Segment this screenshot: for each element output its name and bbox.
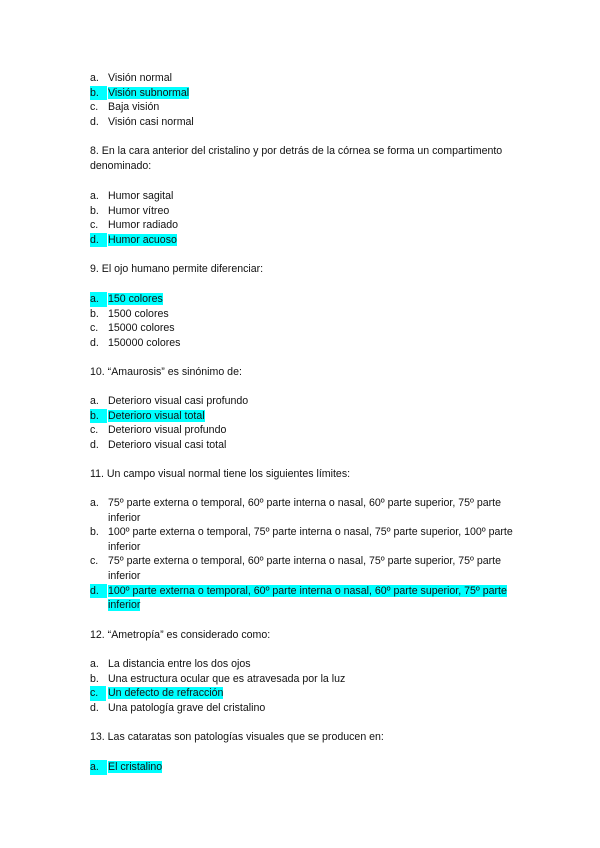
- options-list-q11: [90, 496, 530, 613]
- option-d: d. Deterioro visual casi total: [90, 438, 227, 451]
- option-a: a. El cristalino: [90, 761, 163, 773]
- question-9: 9. El ojo humano permite diferenciar:: [90, 263, 264, 275]
- option-a: a. Humor sagital: [90, 190, 174, 202]
- options-list-q7: [90, 71, 530, 129]
- option-d: d. 150000 colores: [90, 336, 181, 349]
- question-10: 10. “Amaurosis” es sinónimo de:: [90, 366, 242, 378]
- options-list-q8: [90, 189, 530, 247]
- question-11: 11. Un campo visual normal tiene los siguientes límites:: [90, 468, 351, 480]
- option-b: b. 100º parte externa o temporal, 75º parte interna o nasal, 75º parte superior, 100º parte inferior: [90, 526, 513, 553]
- option-c: c. Deterioro visual profundo: [90, 424, 227, 437]
- option-c: c. Un defecto de refracción: [90, 687, 224, 700]
- options-list-q10: [90, 394, 530, 452]
- question-8: 8. En la cara anterior del cristalino y por detrás de la córnea se forma un compartimento denominado:: [90, 145, 503, 172]
- option-d: d. Una patología grave del cristalino: [90, 701, 266, 714]
- option-c: c. 15000 colores: [90, 322, 175, 335]
- options-list-q13: [90, 760, 530, 775]
- option-a: a. La distancia entre los dos ojos: [90, 658, 251, 670]
- option-a: a. Visión normal: [90, 72, 172, 84]
- options-list-q9: [90, 292, 530, 350]
- option-a: a. 75º parte externa o temporal, 60º parte interna o nasal, 60º parte superior, 75º parte inferior: [90, 497, 501, 524]
- option-d: d. 100º parte externa o temporal, 60º parte interna o nasal, 60º parte superior, 75º parte inferior: [90, 584, 507, 612]
- option-b: b. Deterioro visual total: [90, 409, 205, 422]
- option-b: b. Una estructura ocular que es atravesada por la luz: [90, 672, 346, 685]
- option-d: d. Humor acuoso: [90, 233, 177, 246]
- option-b: b. Visión subnormal: [90, 86, 190, 99]
- option-b: b. 1500 colores: [90, 307, 169, 320]
- option-c: c. 75º parte externa o temporal, 60º parte interna o nasal, 75º parte superior, 75º parte inferior: [90, 555, 501, 582]
- option-c: c. Humor radiado: [90, 219, 179, 232]
- option-a: a. Deterioro visual casi profundo: [90, 395, 249, 407]
- options-list-q12: [90, 657, 530, 715]
- option-d: d. Visión casi normal: [90, 115, 194, 128]
- option-c: c. Baja visión: [90, 101, 160, 114]
- option-b: b. Humor vítreo: [90, 204, 170, 217]
- option-a: a. 150 colores: [90, 293, 163, 305]
- question-13: 13. Las cataratas son patologías visuales que se producen en:: [90, 731, 384, 743]
- question-12: 12. “Ametropía” es considerado como:: [90, 629, 271, 641]
